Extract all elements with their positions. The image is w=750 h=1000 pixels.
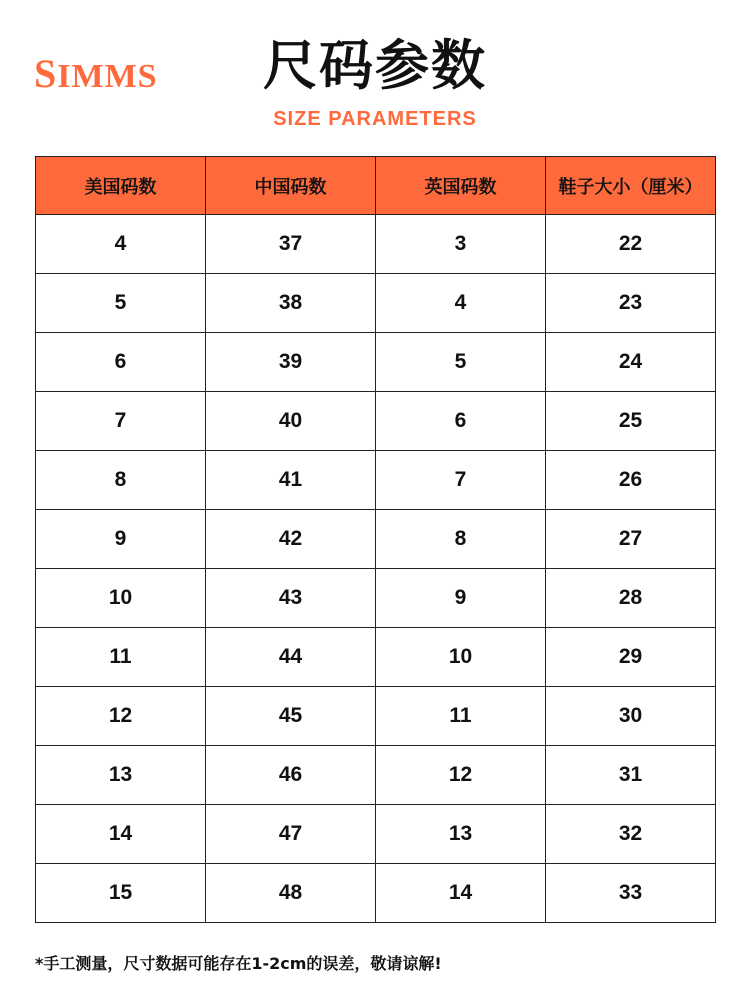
cell-cn-size: 43	[206, 569, 376, 628]
cell-shoe-length-cm: 27	[546, 510, 716, 569]
table-row	[36, 215, 716, 274]
cell-cn-size: 37	[206, 215, 376, 274]
cell-uk-size: 10	[376, 628, 546, 687]
cell-uk-size: 14	[376, 864, 546, 923]
cell-us-size: 8	[36, 451, 206, 510]
column-header-shoe-length-cm: 鞋子大小（厘米）	[546, 157, 716, 215]
brand-logo	[34, 51, 206, 96]
column-header-us-size: 美国码数	[36, 157, 206, 215]
cell-us-size: 7	[36, 392, 206, 451]
cell-us-size: 5	[36, 274, 206, 333]
cell-us-size: 9	[36, 510, 206, 569]
cell-uk-size: 3	[376, 215, 546, 274]
cell-shoe-length-cm: 28	[546, 569, 716, 628]
cell-us-size: 6	[36, 333, 206, 392]
cell-us-size: 14	[36, 805, 206, 864]
cell-cn-size: 47	[206, 805, 376, 864]
table-row	[36, 569, 716, 628]
cell-shoe-length-cm: 33	[546, 864, 716, 923]
size-table	[35, 156, 716, 923]
cell-uk-size: 11	[376, 687, 546, 746]
cell-uk-size: 6	[376, 392, 546, 451]
cell-cn-size: 46	[206, 746, 376, 805]
table-row	[36, 805, 716, 864]
table-row	[36, 746, 716, 805]
page-title: 尺码参数	[263, 34, 487, 97]
table-row	[36, 864, 716, 923]
cell-us-size: 4	[36, 215, 206, 274]
footnote: *手工测量，尺寸数据可能存在1-2cm的误差，敬请谅解!	[35, 954, 442, 973]
cell-shoe-length-cm: 23	[546, 274, 716, 333]
cell-us-size: 10	[36, 569, 206, 628]
cell-shoe-length-cm: 29	[546, 628, 716, 687]
cell-shoe-length-cm: 32	[546, 805, 716, 864]
cell-us-size: 11	[36, 628, 206, 687]
cell-cn-size: 38	[206, 274, 376, 333]
cell-uk-size: 4	[376, 274, 546, 333]
cell-shoe-length-cm: 31	[546, 746, 716, 805]
cell-shoe-length-cm: 30	[546, 687, 716, 746]
column-header-cn-size: 中国码数	[206, 157, 376, 215]
cell-uk-size: 12	[376, 746, 546, 805]
cell-us-size: 15	[36, 864, 206, 923]
column-header-uk-size: 英国码数	[376, 157, 546, 215]
cell-cn-size: 44	[206, 628, 376, 687]
cell-us-size: 13	[36, 746, 206, 805]
table-row	[36, 333, 716, 392]
table-row	[36, 510, 716, 569]
cell-shoe-length-cm: 24	[546, 333, 716, 392]
cell-cn-size: 45	[206, 687, 376, 746]
cell-shoe-length-cm: 22	[546, 215, 716, 274]
table-row	[36, 274, 716, 333]
cell-uk-size: 9	[376, 569, 546, 628]
cell-cn-size: 41	[206, 451, 376, 510]
logo-initial: S	[34, 51, 58, 96]
table-row	[36, 687, 716, 746]
table-row	[36, 451, 716, 510]
cell-cn-size: 42	[206, 510, 376, 569]
cell-shoe-length-cm: 25	[546, 392, 716, 451]
cell-uk-size: 7	[376, 451, 546, 510]
cell-cn-size: 39	[206, 333, 376, 392]
cell-uk-size: 8	[376, 510, 546, 569]
cell-shoe-length-cm: 26	[546, 451, 716, 510]
table-row	[36, 392, 716, 451]
cell-cn-size: 40	[206, 392, 376, 451]
table-row	[36, 628, 716, 687]
logo-rest: IMMS	[57, 58, 158, 95]
cell-us-size: 12	[36, 687, 206, 746]
cell-uk-size: 13	[376, 805, 546, 864]
table-header-row	[36, 157, 716, 215]
cell-uk-size: 5	[376, 333, 546, 392]
cell-cn-size: 48	[206, 864, 376, 923]
page-subtitle: SIZE PARAMETERS	[273, 108, 477, 130]
